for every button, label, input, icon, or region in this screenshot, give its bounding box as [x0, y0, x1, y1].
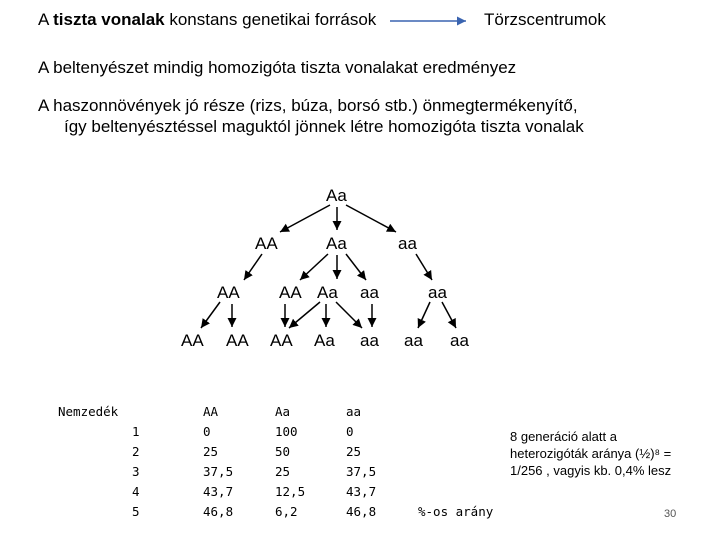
tree-arrow: [201, 302, 220, 328]
table-cell: 25: [275, 464, 291, 479]
table-cell: 0: [346, 424, 354, 439]
tree-node: aa: [404, 331, 423, 350]
tree-node: AA: [226, 331, 249, 350]
table-cell: 50: [275, 444, 291, 459]
column-header: Aa: [275, 404, 291, 419]
tree-node: AA: [270, 331, 293, 350]
page-number: 30: [664, 508, 677, 520]
column-AA: [203, 402, 233, 522]
column-header: AA: [203, 404, 219, 419]
tree-node: Aa: [317, 283, 338, 302]
table-cell: 46,8: [203, 504, 234, 519]
tree-arrow: [442, 302, 456, 328]
statement-inbreeding: A beltenyészet mindig homozigóta tiszta vonalakat eredményez: [38, 58, 517, 77]
column-header: aa: [346, 404, 362, 419]
tree-node: AA: [279, 283, 302, 302]
table-cell: 100: [275, 424, 298, 439]
percent-label: %-os arány: [418, 504, 494, 519]
intro-plain: A: [38, 10, 54, 29]
tree-node: aa: [360, 331, 379, 350]
generation-note: 8 generáció alatt a heterozigóták aránya (½)⁸ = 1/256 , vagyis kb. 0,4% lesz: [510, 429, 672, 478]
tree-node: aa: [398, 234, 417, 253]
generation-cell: 3: [132, 464, 140, 479]
generation-cell: 2: [132, 444, 140, 459]
generation-cell: 5: [132, 504, 140, 519]
tree-node: AA: [181, 331, 204, 350]
table-cell: 46,8: [346, 504, 377, 519]
table-cell: 25: [203, 444, 219, 459]
table-header-generation: Nemzedék: [58, 404, 119, 419]
table-cell: 0: [203, 424, 211, 439]
tree-arrow: [280, 205, 330, 232]
table-cell: 37,5: [346, 464, 377, 479]
table-cell: 43,7: [346, 484, 377, 499]
tree-arrow: [346, 205, 396, 232]
tree-arrow: [418, 302, 430, 328]
tree-node: aa: [428, 283, 447, 302]
tree-arrow: [244, 254, 262, 280]
statement-crops-2: így beltenyésztéssel maguktól jönnek létre homozigóta tiszta vonalak: [64, 117, 584, 136]
table-cell: 6,2: [275, 504, 298, 519]
table-cell: 37,5: [203, 464, 234, 479]
generation-column: [132, 422, 140, 522]
tree-node: AA: [217, 283, 240, 302]
intro-bold: tiszta vonalak: [53, 10, 165, 29]
generation-cell: 4: [132, 484, 140, 499]
tree-arrow: [300, 254, 328, 280]
column-Aa: [275, 402, 305, 522]
tree-node: Aa: [326, 234, 347, 253]
generation-cell: 1: [132, 424, 140, 439]
table-cell: 12,5: [275, 484, 306, 499]
tree-arrow: [336, 302, 362, 328]
column-aa: [346, 402, 376, 522]
intro-rest: konstans genetikai források: [164, 10, 377, 29]
arrow-target-text: Törzscentrumok: [484, 10, 606, 29]
table-cell: 43,7: [203, 484, 234, 499]
tree-arrow: [416, 254, 432, 280]
tree-node: aa: [450, 331, 469, 350]
tree-node-root: Aa: [326, 186, 347, 205]
table-cell: 25: [346, 444, 362, 459]
tree-arrow: [346, 254, 366, 280]
tree-node: Aa: [314, 331, 335, 350]
tree-node: aa: [360, 283, 379, 302]
statement-crops-1: A haszonnövények jó része (rizs, búza, borsó stb.) önmegtermékenyítő,: [38, 96, 578, 115]
tree-node: AA: [255, 234, 278, 253]
tree-arrow: [289, 302, 320, 328]
